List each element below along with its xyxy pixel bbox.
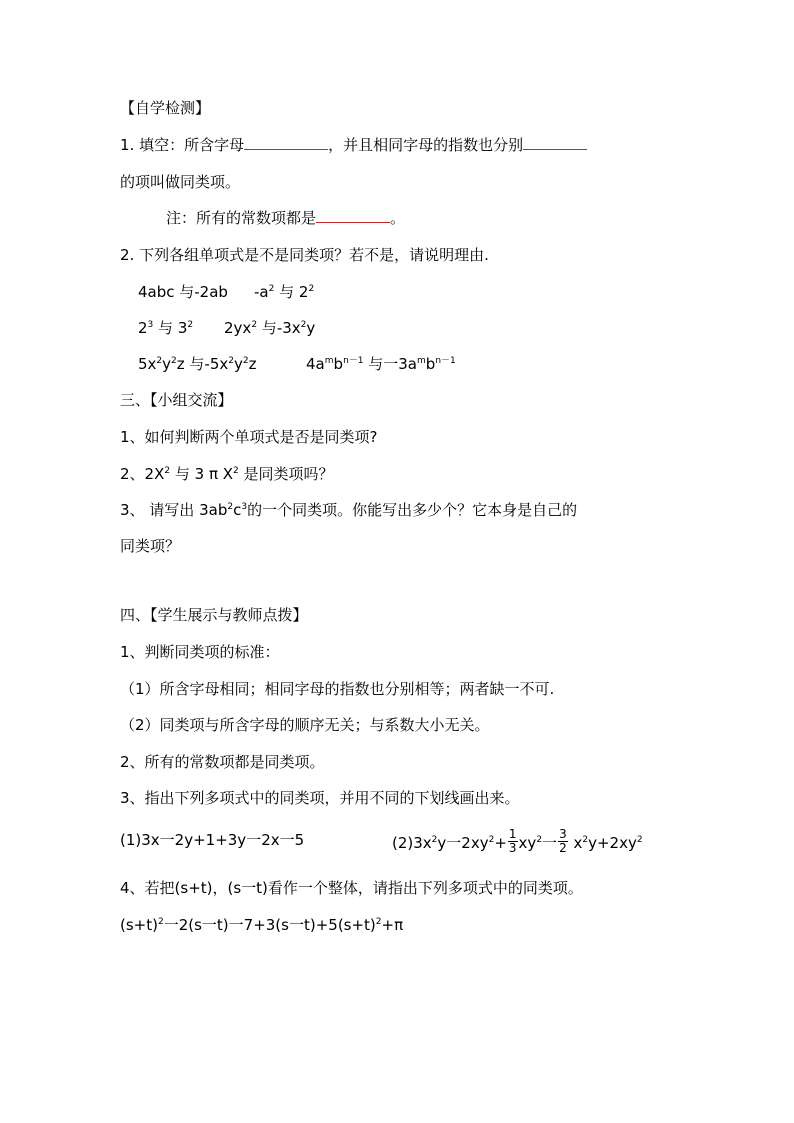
- p3a-pre: 5x: [138, 355, 157, 373]
- group-question-3: [120, 500, 577, 520]
- polynomial-2: [392, 827, 643, 857]
- e2-exp5: 2: [636, 835, 643, 845]
- gq2-exp2: 2: [233, 466, 239, 476]
- p3b-exp2: n－1: [343, 356, 364, 366]
- polynomial-3: [120, 915, 403, 935]
- p3a-exp3: 2: [228, 356, 234, 366]
- question-2: 2. 下列各组单项式是不是同类项？若不是，请说明理由.: [120, 246, 489, 264]
- e2-pre: (2)3x: [392, 834, 432, 852]
- e2-x: x: [568, 834, 583, 852]
- e3-post: +π: [381, 916, 404, 934]
- e3-exp1: 2: [157, 917, 164, 927]
- group-question-3-cont: 同类项？: [120, 537, 181, 555]
- show-line-5: 3、指出下列多项式中的同类项，并用不同的下划线画出来。: [120, 789, 520, 807]
- note-line: [166, 208, 405, 228]
- e2-exp4: 2: [582, 835, 589, 845]
- f1-numerator: 1: [508, 827, 517, 841]
- p3a-exp4: 2: [242, 356, 249, 366]
- p2a-exp1: 3: [147, 320, 154, 330]
- e2-exp2: 2: [488, 835, 495, 845]
- p2a-exp2: 2: [187, 320, 194, 330]
- gq2-mid: 与 3 π X: [170, 465, 234, 483]
- e2-y2: y+2xy: [588, 834, 637, 852]
- p2b-mid: 与-3x: [257, 319, 301, 337]
- gq3-post: 的一个同类项。你能写出多少个？它本身是自己的: [247, 501, 578, 519]
- section-title-group: 三、【小组交流】: [120, 391, 233, 409]
- note-text-a: 注：所有的常数项都是: [166, 209, 317, 227]
- answer-blank-2[interactable]: [523, 135, 587, 150]
- gq2-pre: 2、2X: [120, 465, 165, 483]
- e3-pre: (s+t): [120, 916, 158, 934]
- p3b-exp4: n－1: [435, 356, 456, 366]
- p3b-b: b: [333, 355, 344, 373]
- f2-numerator: 3: [559, 827, 567, 841]
- polynomial-1: (1)3x一2y+1+3y一2x一5: [120, 831, 305, 849]
- group-question-1: 1、如何判断两个单项式是否是同类项?: [120, 428, 378, 446]
- pair-3b: [306, 354, 456, 374]
- f2-denominator: 2: [559, 841, 567, 855]
- p1b-pre: -a: [254, 283, 269, 301]
- q1-text-b: ，并且相同字母的指数也分别: [328, 136, 524, 154]
- p2a-mid: 与 3: [153, 319, 188, 337]
- pair-1a: 4abc 与-2ab: [138, 283, 228, 301]
- p3b-pre: 4a: [306, 355, 325, 373]
- pair-3a: [138, 354, 257, 374]
- e2-plus: +: [494, 834, 507, 852]
- e3-exp2: 2: [375, 917, 382, 927]
- p3b-mid: 与一3a: [363, 355, 418, 373]
- answer-blank-3[interactable]: [316, 208, 390, 223]
- gq3-pre: 3、 请写出 3ab: [120, 501, 228, 519]
- pair-1b: [254, 282, 314, 302]
- e2-minus: 一: [542, 834, 558, 852]
- q1-text-a: 1. 填空：所含字母: [120, 136, 245, 154]
- note-text-b: 。: [390, 209, 406, 227]
- p3b-exp3: m: [417, 356, 426, 366]
- p2a-pre: 2: [138, 319, 148, 337]
- p2b-post: y: [306, 319, 316, 337]
- answer-blank-1[interactable]: [244, 135, 328, 150]
- pair-2b: [224, 318, 315, 338]
- show-line-1: 1、判断同类项的标准：: [120, 643, 280, 661]
- p2b-pre: 2yx: [224, 319, 252, 337]
- section-title-show: 四、【学生展示与教师点拨】: [120, 606, 308, 624]
- p3b-b2: b: [425, 355, 436, 373]
- p1b-exp2: 2: [308, 284, 315, 294]
- show-line-2: （1）所含字母相同；相同字母的指数也分别相等；两者缺一不可.: [120, 680, 555, 698]
- show-line-6: 4、若把(s+t)，(s一t)看作一个整体，请指出下列多项式中的同类项。: [120, 879, 583, 897]
- gq3-exp2: 3: [241, 502, 248, 512]
- e2-xy: xy: [518, 834, 537, 852]
- q1-text-c: 的项叫做同类项。: [120, 173, 241, 191]
- e3-mid: 一2(s一t)一7+3(s一t)+5(s+t): [163, 916, 376, 934]
- question-1: [120, 135, 587, 155]
- show-line-4: 2、所有的常数项都是同类项。: [120, 753, 325, 771]
- e2-exp1: 2: [431, 835, 438, 845]
- e2-y: y一2xy: [437, 834, 489, 852]
- p2b-exp2: 2: [300, 320, 307, 330]
- e2-exp3: 2: [536, 835, 543, 845]
- section-title-self-test: 【自学检测】: [120, 99, 211, 117]
- p3a-y: y: [162, 355, 172, 373]
- gq3-exp1: 2: [227, 502, 234, 512]
- group-question-2: [120, 464, 334, 484]
- p3a-exp1: 2: [156, 356, 163, 366]
- p3a-mid: z 与-5x: [176, 355, 229, 373]
- p2b-exp1: 2: [251, 320, 258, 330]
- gq2-post: 是同类项吗？: [238, 465, 334, 483]
- gq3-c: c: [233, 501, 242, 519]
- gq2-exp1: 2: [164, 466, 171, 476]
- p3a-exp2: 2: [171, 356, 177, 366]
- f1-denominator: 3: [508, 841, 517, 855]
- p3a-y2: y: [234, 355, 243, 373]
- show-line-3: （2）同类项与所含字母的顺序无关；与系数大小无关。: [120, 716, 490, 734]
- p1b-mid: 与 2: [274, 283, 309, 301]
- p1b-exp1: 2: [268, 284, 275, 294]
- p3b-exp1: m: [324, 356, 334, 366]
- pair-2a: [138, 318, 193, 338]
- fraction-three-halves: [558, 828, 568, 855]
- fraction-one-third: [508, 828, 518, 855]
- p3a-post: z: [248, 355, 257, 373]
